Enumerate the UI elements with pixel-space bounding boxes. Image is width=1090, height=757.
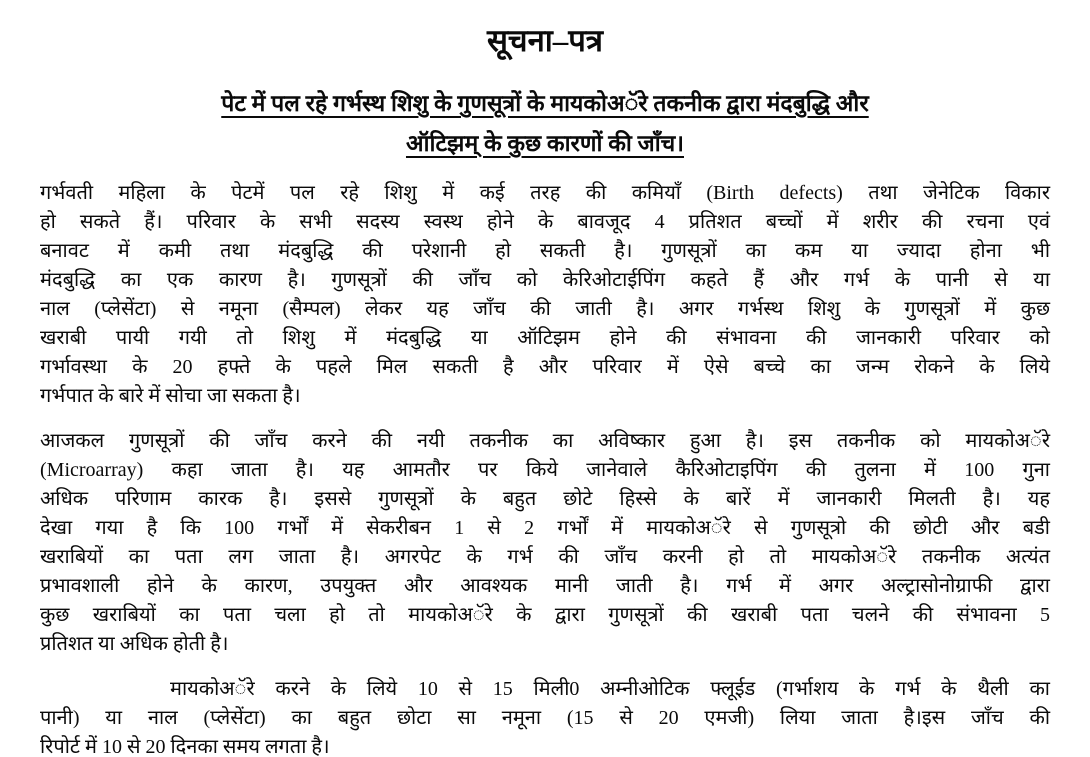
body-line: पानी) या नाल (प्लेसेंटा) का बहुत छोटा सा नमूना (15 से 20 एमजी) लिया जाता है।इस जाँच की bbox=[40, 707, 1050, 729]
body-line: हो सकते हैं। परिवार के सभी सदस्य स्वस्थ होने के बावजूद 4 प्रतिशत बच्चों में शरीर की रचना एवं bbox=[40, 211, 1050, 233]
body-line: नाल (प्लेसेंटा) से नमूना (सैम्पल) लेकर यह जाँच की जाती है। अगर गर्भस्थ शिशु के गुणसूत्रों में कुछ bbox=[40, 298, 1050, 320]
subtitle-text: ऑटिझम् के कुछ कारणों की जाँच। bbox=[405, 131, 684, 156]
body-line: रिपोर्ट में 10 से 20 दिनका समय लगता है। bbox=[40, 736, 330, 757]
document-body bbox=[40, 179, 1050, 757]
body-line: गर्भपात के बारे में सोचा जा सकता है। bbox=[40, 385, 301, 407]
body-line: (Microarray) कहा जाता है। यह आमतौर पर किये जानेवाले कैरिओटाइपिंग की तुलना में 100 गुना bbox=[40, 459, 1050, 481]
body-line: प्रभावशाली होने के कारण, उपयुक्त और आवश्यक मानी जाती है। गर्भ में अगर अल्ट्रासोनोग्राफी द्वारा bbox=[40, 575, 1050, 597]
body-line: आजकल गुणसूत्रों की जाँच करने की नयी तकनीक का अविष्कार हुआ है। इस तकनीक को मायकोअॅरे bbox=[40, 430, 1050, 452]
paragraph-2 bbox=[40, 427, 1050, 659]
subtitle-line-2 bbox=[0, 124, 1090, 164]
body-line: अधिक परिणाम कारक है। इससे गुणसूत्रों के बहुत छोटे हिस्से के बारें में जानकारी मिलती है। यह bbox=[40, 488, 1050, 510]
body-line: कुछ खराबियों का पता चला हो तो मायकोअॅरे के द्वारा गुणसूत्रों की खराबी पता चलने की संभावना 5 bbox=[40, 604, 1050, 626]
body-line: गर्भवती महिला के पेटमें पल रहे शिशु में कई तरह की कमियाँ (Birth defects) तथा जेनेटिक विकार bbox=[40, 182, 1050, 204]
body-line: प्रतिशत या अधिक होती है। bbox=[40, 633, 229, 655]
body-line: गर्भावस्था के 20 हफ्ते के पहले मिल सकती है और परिवार में ऐसे बच्चे का जन्म रोकने के लिये bbox=[40, 356, 1050, 378]
body-line: मंदबुद्धि का एक कारण है। गुणसूत्रों की जाँच को केरिओटाईपिंग कहते हैं और गर्भ के पानी से या bbox=[40, 269, 1050, 291]
body-line: बनावट में कमी तथा मंदबुद्धि की परेशानी हो सकती है। गुणसूत्रों का कम या ज्यादा होना भी bbox=[40, 240, 1050, 262]
body-line: खराबियों का पता लग जाता है। अगरपेट के गर्भ की जाँच करनी हो तो मायकोअॅरे तकनीक अत्यंत bbox=[40, 546, 1050, 568]
paragraph-3 bbox=[40, 675, 1050, 757]
paragraph-1 bbox=[40, 179, 1050, 411]
subtitle-text: पेट में पल रहे गर्भस्थ शिशु के गुणसूत्रों के मायकोअॅरे तकनीक द्वारा मंदबुद्धि और bbox=[221, 91, 869, 116]
body-line: मायकोअॅरे करने के लिये 10 से 15 मिली0 अम्नीओटिक फ्लूईड (गर्भाशय के गर्भ के थैली का bbox=[170, 678, 1050, 700]
subtitle-line-1 bbox=[0, 84, 1090, 124]
body-line: खराबी पायी गयी तो शिशु में मंदबुद्धि या ऑटिझम होने की संभावना की जानकारी परिवार को bbox=[40, 327, 1050, 349]
body-line: देखा गया है कि 100 गर्भों में सेकरीबन 1 से 2 गर्भों में मायकोअॅरे से गुणसूत्रो की छोटी और बडी bbox=[40, 517, 1050, 539]
document-title: सूचना–पत्र bbox=[486, 23, 604, 58]
document-subtitle bbox=[0, 84, 1090, 164]
